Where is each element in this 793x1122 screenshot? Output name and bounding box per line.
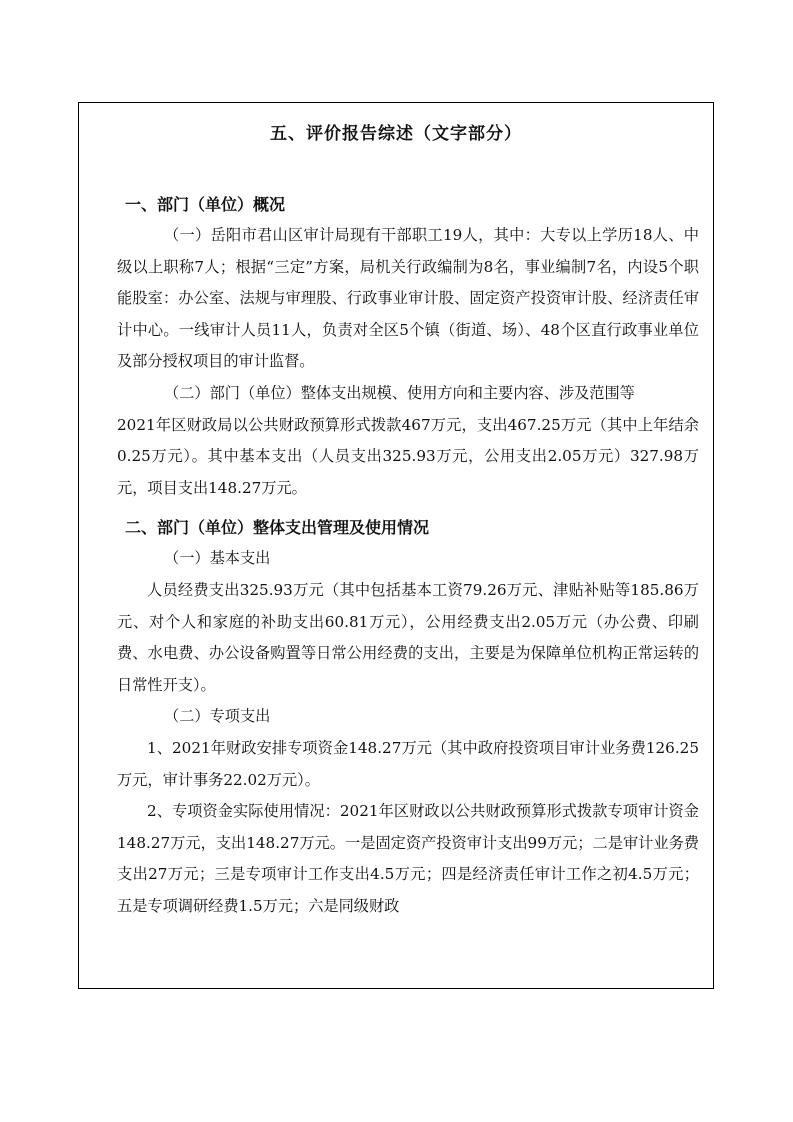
- report-content: [117, 189, 699, 922]
- special-expenditure-item-2: 2、专项资金实际使用情况：2021年区财政以公共财政预算形式拨款专项审计资金148.27万元，支出148.27万元。一是固定资产投资审计支出99万元；二是审计业务费支出27万元；三是专项审计工作支出4.5万元；四是经济责任审计工作之初4.5万元；五是专项调研经费1.5万元；六是同级财政: [117, 802, 699, 915]
- basic-expenditure-body: 人员经费支出325.93万元（其中包括基本工资79.26万元、津贴补贴等185.86万元、对个人和家庭的补助支出60.81万元），公用经费支出2.05万元（办公费、印刷费、水电费、办公设备购置等日常公用经费的支出，主要是为保障单位机构正常运转的日常性开支）。: [117, 580, 699, 694]
- special-expenditure-item-1: 1、2021年财政安排专项资金148.27万元（其中政府投资项目审计业务费126.25万元，审计事务22.02万元）。: [117, 738, 699, 789]
- section-heading-expenditure: 二、部门（单位）整体支出管理及使用情况: [125, 518, 430, 538]
- overview-paragraph-1: （一）岳阳市君山区审计局现有干部职工19人，其中：大专以上学历18人、中级以上职称7人；根据“三定”方案，局机关行政编制为8名，事业编制7名，内设5个职能股室：办公室、法规与审理股、行政事业审计股、固定资产投资审计股、经济责任审计中心。一线审计人员11人，负责对全区5个镇（街道、场）、48个区直行政事业单位及部分授权项目的审计监督。: [117, 226, 699, 371]
- overview-paragraph-2-body: 2021年区财政局以公共财政预算形式拨款467万元，支出467.25万元（其中上年结余0.25万元）。其中基本支出（人员支出325.93万元，公用支出2.05万元）327.98万元，项目支出148.27万元。: [117, 415, 699, 497]
- page-title: 五、评价报告综述（文字部分）: [270, 124, 522, 144]
- overview-paragraph-2-title: （二）部门（单位）整体支出规模、使用方向和主要内容、涉及范围等: [164, 383, 635, 402]
- section-heading-overview: 一、部门（单位）概况: [125, 195, 286, 214]
- report-frame: [78, 102, 714, 989]
- special-expenditure-title: （二）专项支出: [164, 707, 271, 726]
- basic-expenditure-title: （一）基本支出: [164, 549, 271, 568]
